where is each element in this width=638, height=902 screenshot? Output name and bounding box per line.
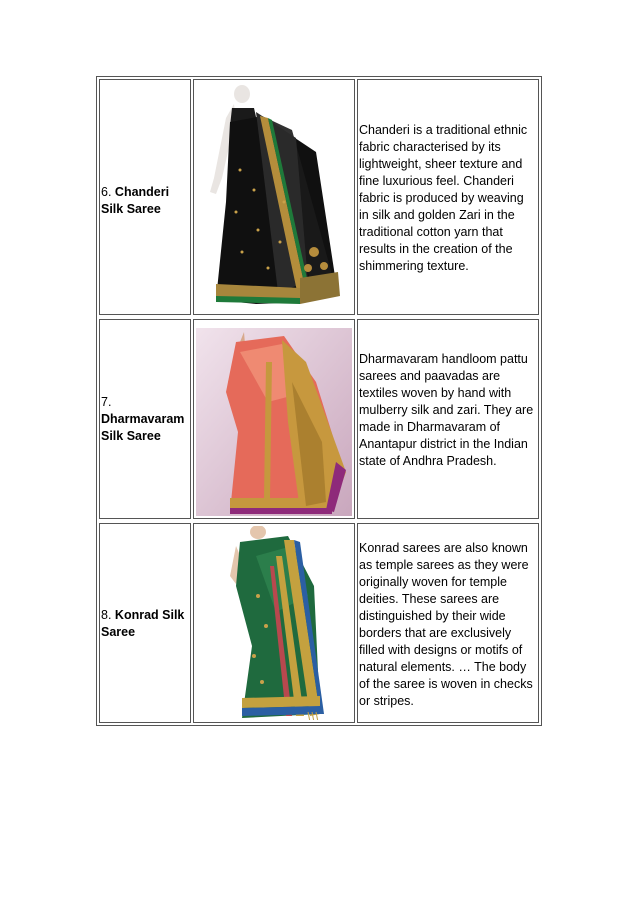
saree-title: Chanderi Silk Saree (101, 185, 170, 216)
saree-title: Konrad Silk Saree (101, 608, 185, 639)
saree-table (96, 76, 542, 726)
saree-description: Konrad sarees are also known as temple sarees as they were originally woven for temple deities. These sarees are distinguished by their wide borders that are exclusively filled with designs or motifs of natural elements. … The body of the saree is woven in checks or stripes. (359, 541, 533, 708)
saree-description: Dharmavaram handloom pattu sarees and paavadas are textiles woven by hand with mulberry silk and zari. They are made in Dharmavaram of Anantapur district in the Indian state of Andhra Pradesh. (359, 352, 534, 468)
saree-description-cell (357, 79, 539, 315)
saree-description-cell (357, 319, 539, 519)
table-row (97, 77, 541, 317)
saree-image (196, 526, 352, 720)
saree-title: Dharmavaram Silk Saree (101, 412, 185, 443)
saree-image (196, 82, 352, 312)
saree-name (101, 607, 188, 641)
saree-name-cell (99, 523, 191, 723)
saree-image-cell (193, 79, 355, 315)
saree-name-cell (99, 319, 191, 519)
table-row (97, 317, 541, 521)
saree-name (101, 184, 188, 218)
saree-image (196, 322, 352, 516)
saree-name (101, 394, 188, 445)
table-row (97, 521, 541, 725)
saree-name-cell (99, 79, 191, 315)
saree-number: 7. (101, 395, 112, 409)
saree-image-cell (193, 319, 355, 519)
saree-description-cell (357, 523, 539, 723)
saree-image-cell (193, 523, 355, 723)
saree-number: 8. (101, 608, 112, 622)
saree-number: 6. (101, 185, 112, 199)
saree-description: Chanderi is a traditional ethnic fabric characterised by its lightweight, sheer texture and fine luxurious feel. Chanderi fabric is produced by weaving in silk and golden Zari in the traditional cotton yarn that results in the creation of the shimmering texture. (359, 123, 528, 273)
